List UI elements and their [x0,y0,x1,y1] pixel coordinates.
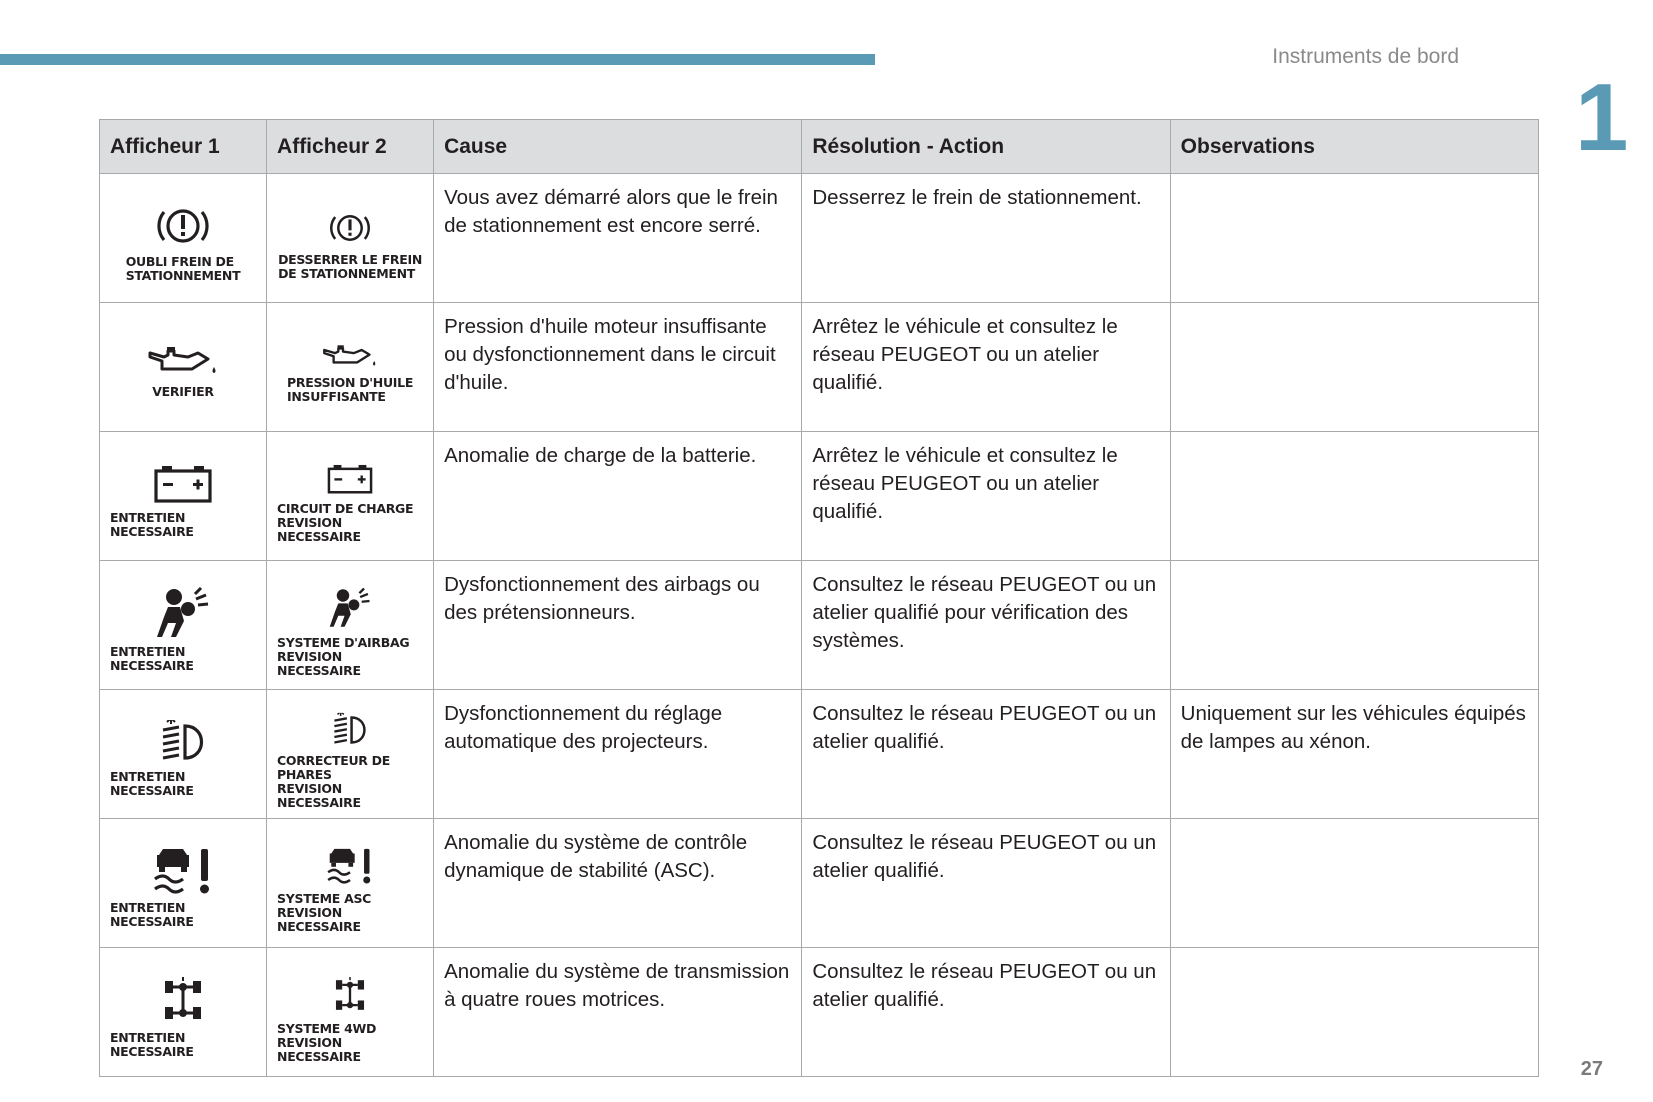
cause-cell: Pression d'huile moteur insuffisante ou dysfonctionnement dans le circuit d'huile. [434,303,802,432]
action-cell: Arrêtez le véhicule et consultez le réseau PEUGEOT ou un atelier qualifié. [802,432,1170,561]
column-header: Observations [1170,120,1538,174]
table-row [100,948,1539,1077]
display-message [277,754,423,810]
headlamp-leveling-icon [155,720,211,764]
oil-pressure-icon [146,345,220,379]
cause-cell: Anomalie du système de transmission à quatre roues motrices. [434,948,802,1077]
observations-cell [1170,819,1538,948]
display-1-cell [100,432,267,561]
display-message-line: REVISION NECESSAIRE [277,781,361,810]
display-2-cell [267,303,434,432]
display-message-line: ENTRETIEN NECESSAIRE [110,644,194,673]
action-cell: Consultez le réseau PEUGEOT ou un atelier qualifié. [802,819,1170,948]
display-message-line: SYSTEME 4WD [277,1021,377,1036]
battery-icon [152,463,214,505]
four-wheel-drive-icon [328,970,372,1020]
parking-brake-icon [154,203,212,249]
display-2-cell [267,690,434,819]
stability-control-icon [151,847,215,895]
action-cell: Consultez le réseau PEUGEOT ou un atelier qualifié pour vérification des systèmes. [802,561,1170,690]
action-cell: Consultez le réseau PEUGEOT ou un atelier qualifié. [802,948,1170,1077]
table-row [100,561,1539,690]
display-message [110,1031,256,1059]
display-message-line: ENTRETIEN NECESSAIRE [110,900,194,929]
display-message [277,1022,423,1064]
display-2-cell [267,561,434,690]
display-message [277,892,423,934]
display-message-line: VERIFIER [152,384,214,399]
column-header: Résolution - Action [802,120,1170,174]
table-row [100,690,1539,819]
action-cell: Desserrez le frein de stationnement. [802,174,1170,303]
table-row [100,303,1539,432]
display-message-line: REVISION NECESSAIRE [277,649,361,678]
cause-cell: Vous avez démarré alors que le frein de stationnement est encore serré. [434,174,802,303]
display-2-cell [267,819,434,948]
observations-cell [1170,303,1538,432]
display-1-cell [100,948,267,1077]
display-message-line: CORRECTEUR DE PHARES [277,753,391,782]
display-1-cell [100,303,267,432]
column-header: Afficheur 1 [100,120,267,174]
observations-cell [1170,948,1538,1077]
display-message-line: ENTRETIEN NECESSAIRE [110,769,194,798]
cause-cell: Dysfonctionnement du réglage automatique des projecteurs. [434,690,802,819]
display-message [110,645,256,673]
display-message [278,253,422,281]
column-header: Afficheur 2 [267,120,434,174]
display-message-line: INSUFFISANTE [287,389,386,404]
display-message-line: OUBLI FREIN DE [125,254,234,269]
display-message-line: DESSERRER LE FREIN [278,252,423,267]
stability-control-icon [318,842,382,890]
warning-table [99,119,1539,1077]
section-title: Instruments de bord [1272,45,1459,68]
cause-cell: Anomalie du système de contrôle dynamique de stabilité (ASC). [434,819,802,948]
headlamp-leveling-icon [322,708,378,752]
display-message-line: STATIONNEMENT [125,268,241,283]
display-1-cell [100,819,267,948]
display-message-line: REVISION NECESSAIRE [277,905,361,934]
observations-cell [1170,561,1538,690]
table-row [100,819,1539,948]
display-2-cell [267,174,434,303]
display-1-cell [100,561,267,690]
display-message [126,255,241,283]
display-2-cell [267,432,434,561]
display-message-line: DE STATIONNEMENT [278,266,416,281]
display-message-line: REVISION NECESSAIRE [277,1035,361,1064]
oil-pressure-icon [313,340,387,374]
display-message [277,502,423,544]
action-cell: Arrêtez le véhicule et consultez le réseau PEUGEOT ou un atelier qualifié. [802,303,1170,432]
airbag-icon [321,582,379,634]
display-1-cell [100,174,267,303]
cause-cell: Dysfonctionnement des airbags ou des prétensionneurs. [434,561,802,690]
display-message [110,511,256,539]
display-message-line: ENTRETIEN NECESSAIRE [110,1030,194,1059]
display-message-line: PRESSION D'HUILE [287,375,414,390]
chapter-number: 1 [1575,64,1629,171]
display-2-cell [267,948,434,1077]
table-row [100,432,1539,561]
display-message-line: CIRCUIT DE CHARGE [277,501,414,516]
parking-brake-icon [321,205,379,251]
observations-cell [1170,432,1538,561]
battery-icon [319,458,381,500]
airbag-icon [154,587,212,639]
page-number: 27 [1580,1058,1603,1080]
action-cell: Consultez le réseau PEUGEOT ou un atelier qualifié. [802,690,1170,819]
display-message [152,385,213,399]
column-header: Cause [434,120,802,174]
display-message-line: ENTRETIEN NECESSAIRE [110,510,194,539]
observations-cell: Uniquement sur les véhicules équipés de lampes au xénon. [1170,690,1538,819]
observations-cell [1170,174,1538,303]
table-header-row [100,120,1539,174]
display-message-line: SYSTEME ASC [277,891,372,906]
table-row [100,174,1539,303]
display-1-cell [100,690,267,819]
display-message-line: SYSTEME D'AIRBAG [277,635,410,650]
display-message [110,770,256,798]
header-accent-bar [0,54,875,65]
cause-cell: Anomalie de charge de la batterie. [434,432,802,561]
four-wheel-drive-icon [161,975,205,1025]
display-message [277,636,423,678]
display-message-line: REVISION NECESSAIRE [277,515,361,544]
display-message [287,376,413,404]
display-message [110,901,256,929]
